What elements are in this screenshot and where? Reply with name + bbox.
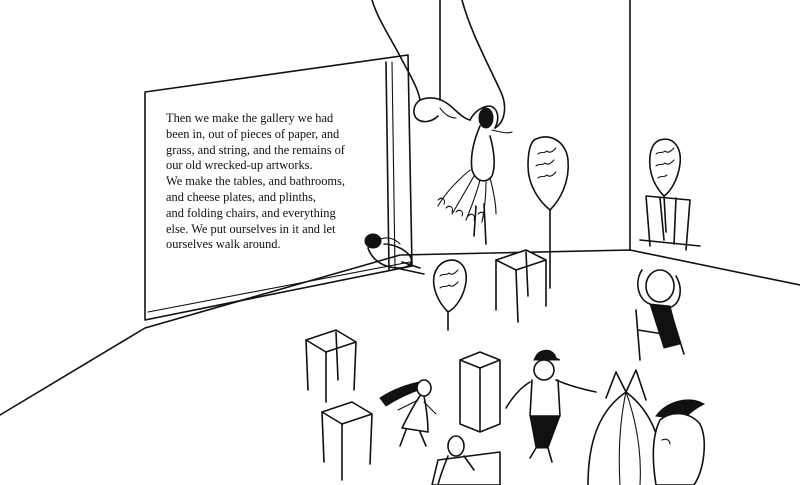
caption-line: else. We put ourselves in it and let — [166, 221, 336, 236]
caption-line: our old wrecked-up artworks. — [166, 158, 313, 173]
caption-line: Then we make the gallery we had — [166, 111, 334, 125]
climbing-figure — [432, 436, 500, 485]
bubble-sculpture-left — [434, 260, 467, 330]
stool-back — [496, 250, 546, 322]
caption-line: been in, out of pieces of paper, and — [166, 126, 340, 141]
dancing-girl — [380, 380, 436, 446]
bubble-sculpture-center — [528, 137, 568, 288]
caption-line: grass, and string, and the remains of — [166, 142, 345, 157]
caption-line: and cheese plates, and plinths, — [166, 189, 317, 204]
caption-line: We make the tables, and bathrooms, — [166, 174, 345, 189]
caption-line: and folding chairs, and everything — [166, 205, 336, 220]
dangling-figure — [438, 108, 512, 244]
peeking-head — [653, 400, 704, 485]
plinth — [460, 352, 500, 432]
stool-front — [322, 402, 372, 480]
bud-sculpture — [588, 370, 664, 485]
story-caption — [166, 111, 391, 253]
man-in-cap — [506, 350, 596, 462]
stool-left — [306, 330, 356, 402]
chair-with-figure — [636, 196, 700, 360]
caption-line: ourselves walk around. — [166, 237, 281, 252]
